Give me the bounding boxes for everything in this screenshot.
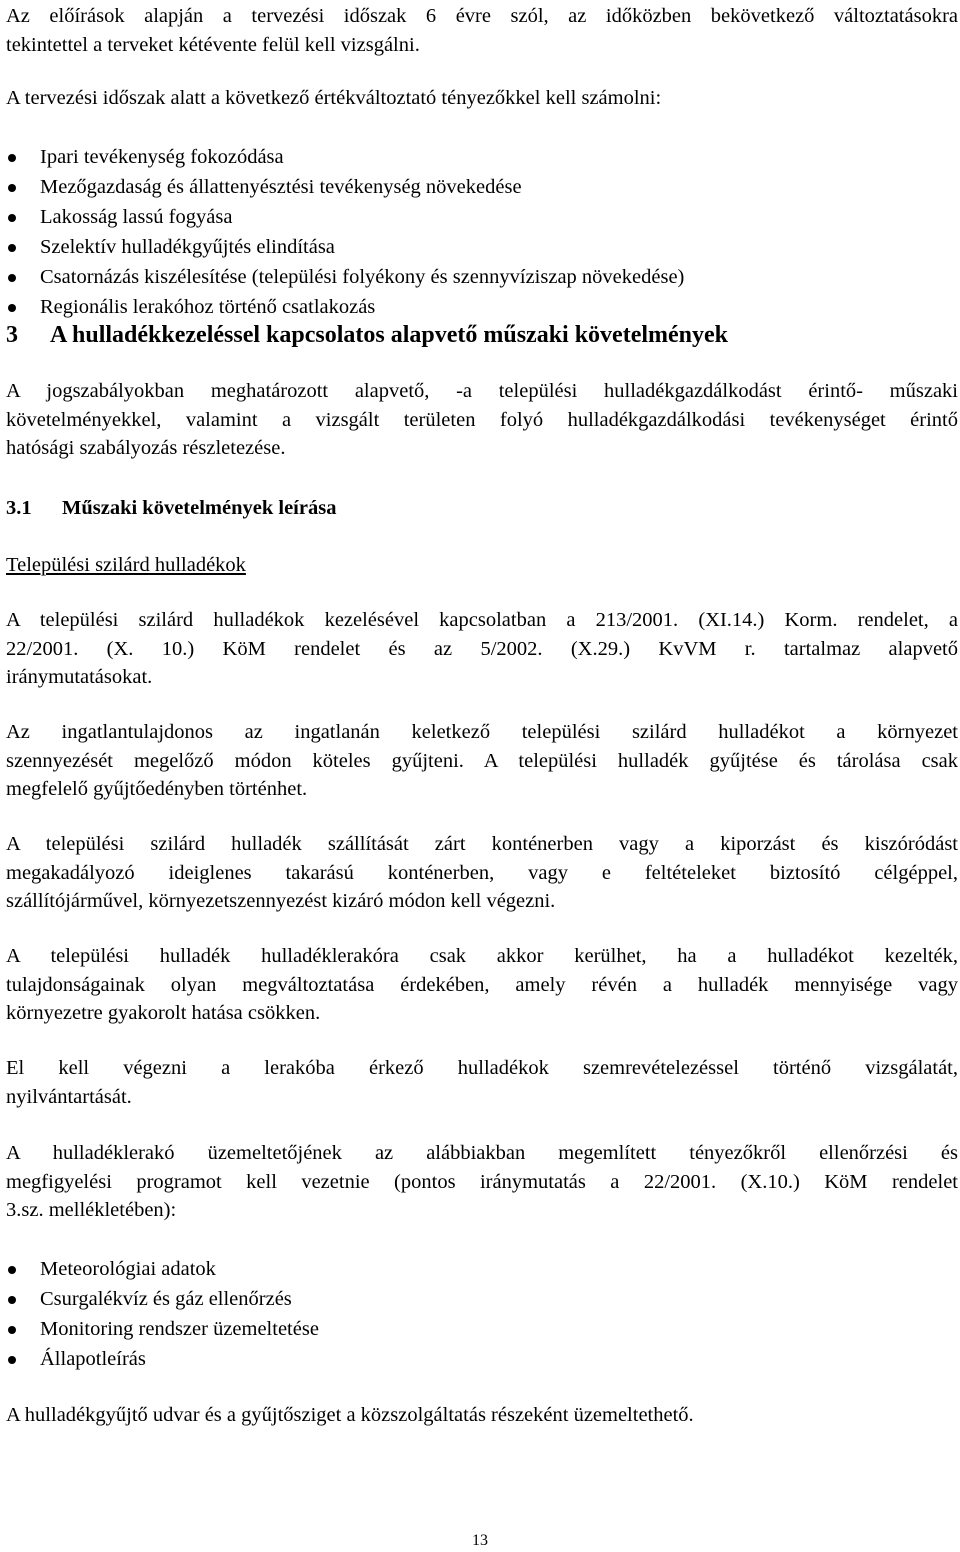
subheading: Települési szilárd hulladékok [6, 554, 246, 576]
text-line: A hulladékgyűjtő udvar és a gyűjtősziget a közszolgáltatás részeként üzemeltethető. [6, 1404, 694, 1426]
bullet-icon [8, 1296, 16, 1304]
list-item: Mezőgazdaság és állattenyésztési tevékenység növekedése [6, 172, 958, 202]
section-3-intro [6, 377, 958, 463]
bullet-icon [8, 1266, 16, 1274]
text-line: 22/2001. (X. 10.) KöM rendelet és az 5/2002. (X.29.) KvVM r. tartalmaz alapvető [6, 637, 958, 660]
list-item: Meteorológiai adatok [6, 1254, 958, 1284]
list-item: Ipari tevékenység fokozódása [6, 142, 958, 172]
list-item: Monitoring rendszer üzemeltetése [6, 1314, 958, 1344]
section-3-1-heading [6, 494, 336, 522]
text-line: 3.sz. mellékletében): [6, 1199, 177, 1221]
paragraph [6, 830, 958, 916]
paragraph [6, 942, 958, 1028]
text-line: iránymutatásokat. [6, 666, 153, 688]
text-line: megfelelő gyűjtőedényben történhet. [6, 778, 308, 800]
text-line: megakadályozó ideiglenes takarású konténerben, vagy e feltételeket biztosító célgéppel, [6, 861, 958, 884]
paragraph [6, 1139, 958, 1225]
bullet-icon [8, 214, 16, 222]
section-title: Műszaki követelmények leírása [62, 497, 337, 519]
text-line: tekintettel a terveket kétévente felül kell vizsgálni. [6, 33, 420, 56]
text-line: Az előírások alapján a tervezési időszak 6 évre szól, az időközben bekövetkező változtatásokra [6, 5, 958, 27]
bullet-icon [8, 274, 16, 282]
text-line: A települési szilárd hulladékok kezelésével kapcsolatban a 213/2001. (XI.14.) Korm. rendelet, a [6, 609, 958, 631]
text-line: A települési szilárd hulladék szállítását zárt konténerben vagy a kiporzást és kiszóródást [6, 833, 958, 855]
paragraph [6, 606, 958, 692]
text-line: megfigyelési programot kell vezetnie (pontos iránymutatás a 22/2001. (X.10.) KöM rendelet [6, 1170, 958, 1193]
text-line: A jogszabályokban meghatározott alapvető, -a települési hulladékgazdálkodást érintő- műszaki [6, 380, 958, 402]
list-item: Csatornázás kiszélesítése (települési folyékony és szennyvíziszap növekedése) [6, 262, 958, 292]
bullet-icon [8, 244, 16, 252]
paragraph [6, 718, 958, 804]
page-number: 13 [472, 1532, 488, 1549]
bullet-icon [8, 154, 16, 162]
bullet-icon [8, 1356, 16, 1364]
text-line: A tervezési időszak alatt a következő értékváltoztató tényezőkkel kell számolni: [6, 87, 662, 109]
text-line: tulajdonságainak olyan megváltoztatása érdekében, amely révén a hulladék mennyisége vagy [6, 973, 958, 996]
text-line: követelményekkel, valamint a vizsgált területen folyó hulladékgazdálkodási tevékenységet érintő [6, 408, 958, 431]
bullet-icon [8, 1326, 16, 1334]
section-title: A hulladékkezeléssel kapcsolatos alapvető műszaki követelmények [50, 322, 729, 348]
bullet-icon [8, 304, 16, 312]
section-number: 3.1 [6, 497, 32, 519]
text-line: Az ingatlantulajdonos az ingatlanán keletkező települési szilárd hulladékot a környezet [6, 721, 958, 743]
factors-list [6, 142, 958, 322]
list-item: Csurgalékvíz és gáz ellenőrzés [6, 1284, 958, 1314]
text-line: A települési hulladék hulladéklerakóra csak akkor kerülhet, ha a hulladékot kezelték, [6, 945, 958, 967]
factors-intro [6, 84, 958, 113]
text-line: hatósági szabályozás részletezése. [6, 437, 286, 459]
monitoring-list [6, 1254, 958, 1374]
paragraph [6, 1054, 958, 1111]
list-item: Állapotleírás [6, 1344, 958, 1374]
text-line: nyilvántartását. [6, 1085, 132, 1108]
closing-paragraph [6, 1401, 958, 1430]
list-item: Szelektív hulladékgyűjtés elindítása [6, 232, 958, 262]
list-item: Regionális lerakóhoz történő csatlakozás [6, 292, 958, 322]
section-3-heading [6, 320, 728, 350]
text-line: A hulladéklerakó üzemeltetőjének az alábbiakban megemlített tényezőkről ellenőrzési és [6, 1142, 958, 1164]
text-line: szállítójárművel, környezetszennyezést kizáró módon kell végezni. [6, 890, 556, 912]
bullet-icon [8, 184, 16, 192]
section-number: 3 [6, 322, 18, 348]
text-line: szennyezését megelőző módon köteles gyűjteni. A települési hulladék gyűjtése és tárolása csak [6, 749, 958, 772]
list-item: Lakosság lassú fogyása [6, 202, 958, 232]
intro-paragraph [6, 2, 958, 59]
text-line: El kell végezni a lerakóba érkező hulladékok szemrevételezéssel történő vizsgálatát, [6, 1057, 958, 1079]
text-line: környezetre gyakorolt hatása csökken. [6, 1002, 321, 1024]
